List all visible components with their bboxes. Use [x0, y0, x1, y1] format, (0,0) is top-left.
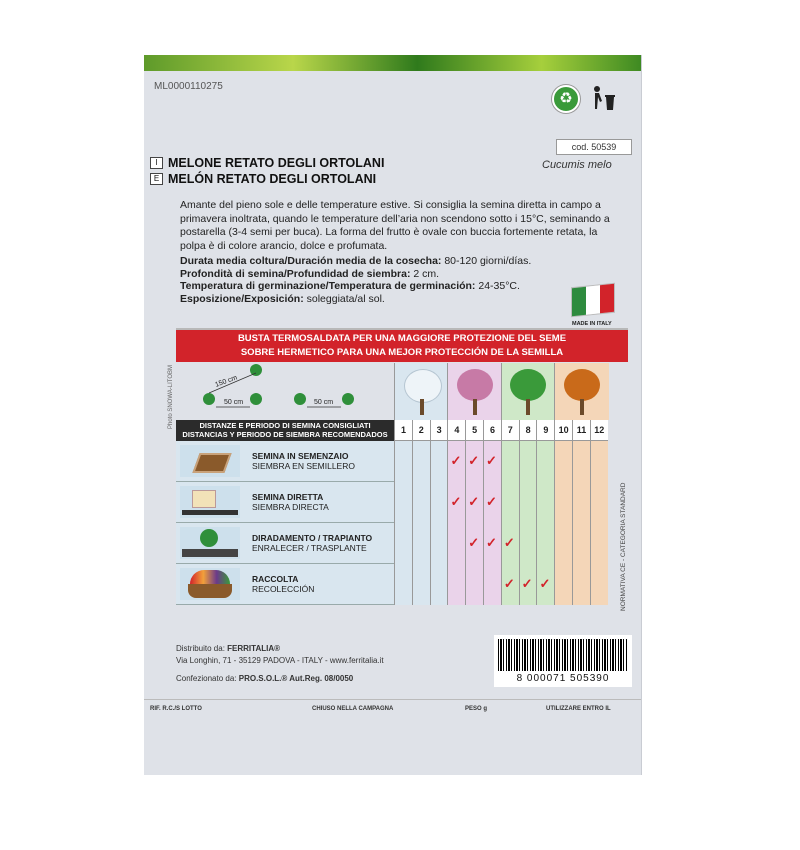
month-column: [430, 440, 448, 605]
autumn-tree-icon: [554, 363, 608, 420]
activity-label-es: RECOLECCIÓN: [252, 584, 315, 594]
lot-label: RIF. R.C./S LOTTO: [150, 706, 202, 712]
winter-tree-icon: [394, 363, 448, 420]
lang-badge-it: I: [150, 157, 163, 169]
distributor-info: [176, 643, 384, 685]
calendar-header-it: DISTANZE E PERIODO DI SEMINA CONSIGLIATI: [199, 421, 371, 430]
italy-flag-icon: [571, 283, 615, 318]
title-es-text: MELÓN RETATO DEGLI ORTOLANI: [168, 172, 377, 186]
specs-list: [180, 255, 624, 305]
distributor-name: FERRITALIA®: [227, 644, 281, 653]
photo-credit: Photo SNOWA-LITOBM: [168, 364, 174, 429]
title-spanish: [150, 172, 376, 186]
check-mark: ✓: [468, 535, 480, 550]
month-column: [412, 440, 430, 605]
sowing-calendar: [176, 363, 628, 613]
spring-tree-icon: [447, 363, 501, 420]
seed-packet: [144, 55, 642, 775]
activity-label-it: SEMINA IN SEMENZAIO: [252, 451, 349, 461]
leaf-border-strip: [144, 55, 641, 71]
check-mark: ✓: [486, 453, 497, 468]
made-in-italy: MADE IN ITALY: [572, 321, 612, 327]
month-number: 9: [536, 420, 554, 441]
banner-it: BUSTA TERMOSALDATA PER UNA MAGGIORE PROTEZIONE DEL SEME: [237, 333, 567, 344]
check-mark: ✓: [468, 453, 480, 468]
month-number: 10: [554, 420, 572, 441]
month-number: 8: [519, 420, 537, 441]
month-number: 2: [412, 420, 430, 441]
packer-label: Confezionato da:: [176, 674, 237, 683]
spec-exposure: Esposizione/Exposición: soleggiata/al sol.: [180, 292, 385, 305]
activity-row-transplant: [176, 523, 394, 564]
month-column: [554, 440, 572, 605]
trash-bin-icon: [589, 83, 619, 113]
activity-row-direct: [176, 482, 394, 523]
activity-row-seedbed: [176, 441, 394, 482]
barcode-bars: [498, 639, 628, 671]
use-by-label: UTILIZZARE ENTRO IL: [546, 706, 611, 712]
seedling-icon: [180, 527, 240, 559]
check-mark: ✓: [450, 453, 462, 468]
month-number: 11: [572, 420, 590, 441]
calendar-header: [176, 420, 394, 441]
distributor-address: Via Longhin, 71 - 35129 PADOVA - ITALY - www.ferritalia.it: [176, 656, 384, 665]
lot-info-strip: [144, 699, 641, 712]
title-italian: [150, 156, 384, 170]
recycle-icon: ♻: [552, 85, 580, 113]
title-it-text: MELONE RETATO DEGLI ORTOLANI: [168, 156, 385, 170]
month-number: 5: [465, 420, 483, 441]
direct-sowing-icon: [180, 486, 240, 518]
row-spacing-label: 150 cm: [214, 374, 239, 389]
month-number: 6: [483, 420, 501, 441]
month-number: 12: [590, 420, 608, 441]
check-mark: ✓: [486, 535, 497, 550]
month-number: 3: [430, 420, 448, 441]
lang-badge-es: E: [150, 173, 163, 185]
spec-temperature: Temperatura di germinazione/Temperatura de germinación: 24-35°C.: [180, 280, 520, 292]
month-column: [590, 440, 608, 605]
activity-label-it: RACCOLTA: [252, 574, 299, 584]
product-code: ML0000110275: [154, 81, 223, 92]
regulation-text: NORMATIVA CE - CATEGORIA STANDARD: [620, 482, 627, 611]
summer-tree-icon: [501, 363, 555, 420]
calendar-header-es: DISTANCIAS Y PERIODO DE SIEMBRA RECOMENDADOS: [182, 430, 388, 439]
closed-label: CHIUSO NELLA CAMPAGNA: [312, 706, 394, 712]
month-number: 7: [501, 420, 519, 441]
spec-duration: Durata media coltura/Duración media de la cosecha: 80-120 giorni/días.: [180, 255, 532, 267]
packer-name: PRO.S.O.L.® Aut.Reg. 08/0050: [238, 674, 354, 683]
month-number: 4: [447, 420, 465, 441]
barcode-number: 8 000071 505390: [516, 673, 610, 684]
check-mark: ✓: [539, 576, 551, 591]
banner-es: SOBRE HERMETICO PARA UNA MEJOR PROTECCIÓN DE LA SEMILLA: [240, 347, 564, 358]
month-column: [394, 440, 412, 605]
description: Amante del pieno sole e delle temperature estive. Si consiglia la semina diretta in campo a primavera inoltrata, quando le temperature dell’aria non scendono sotto i 15°C, seminando a postarella (3-4 semi per buca). La forma del frutto è ovale con buccia fortemente retata, la polpa è di colore arancio, dolce e profumata.: [180, 199, 610, 252]
weight-label: PESO g: [465, 706, 488, 712]
check-mark: ✓: [468, 494, 480, 509]
activity-label-it: SEMINA DIRETTA: [252, 492, 324, 502]
harvest-basket-icon: [180, 568, 240, 600]
activity-label-it: DIRADAMENTO / TRAPIANTO: [252, 533, 373, 543]
distributor-label: Distribuito da:: [176, 644, 225, 653]
plant-spacing-label-a: 50 cm: [224, 399, 244, 406]
cod-box: cod. 50539: [556, 139, 632, 155]
month-column: [572, 440, 590, 605]
scientific-name: Cucumis melo: [542, 159, 612, 171]
barcode: [494, 635, 632, 687]
activity-label-es: ENRALECER / TRASPLANTE: [252, 543, 367, 553]
activity-row-harvest: [176, 564, 394, 605]
check-mark: ✓: [521, 576, 533, 591]
spec-depth: Profondità di semina/Profundidad de siembra: 2 cm.: [180, 267, 440, 280]
check-mark: ✓: [503, 576, 515, 591]
activity-label-es: SIEMBRA DIRECTA: [252, 502, 329, 512]
plant-spacing-label-b: 50 cm: [314, 399, 334, 406]
heat-sealed-banner: [176, 328, 628, 362]
month-number: 1: [394, 420, 412, 441]
check-mark: ✓: [503, 535, 515, 550]
spacing-diagram: [176, 363, 394, 420]
activity-label-es: SIEMBRA EN SEMILLERO: [252, 461, 355, 471]
check-mark: ✓: [450, 494, 462, 509]
seed-tray-icon: [180, 445, 240, 477]
check-mark: ✓: [486, 494, 497, 509]
